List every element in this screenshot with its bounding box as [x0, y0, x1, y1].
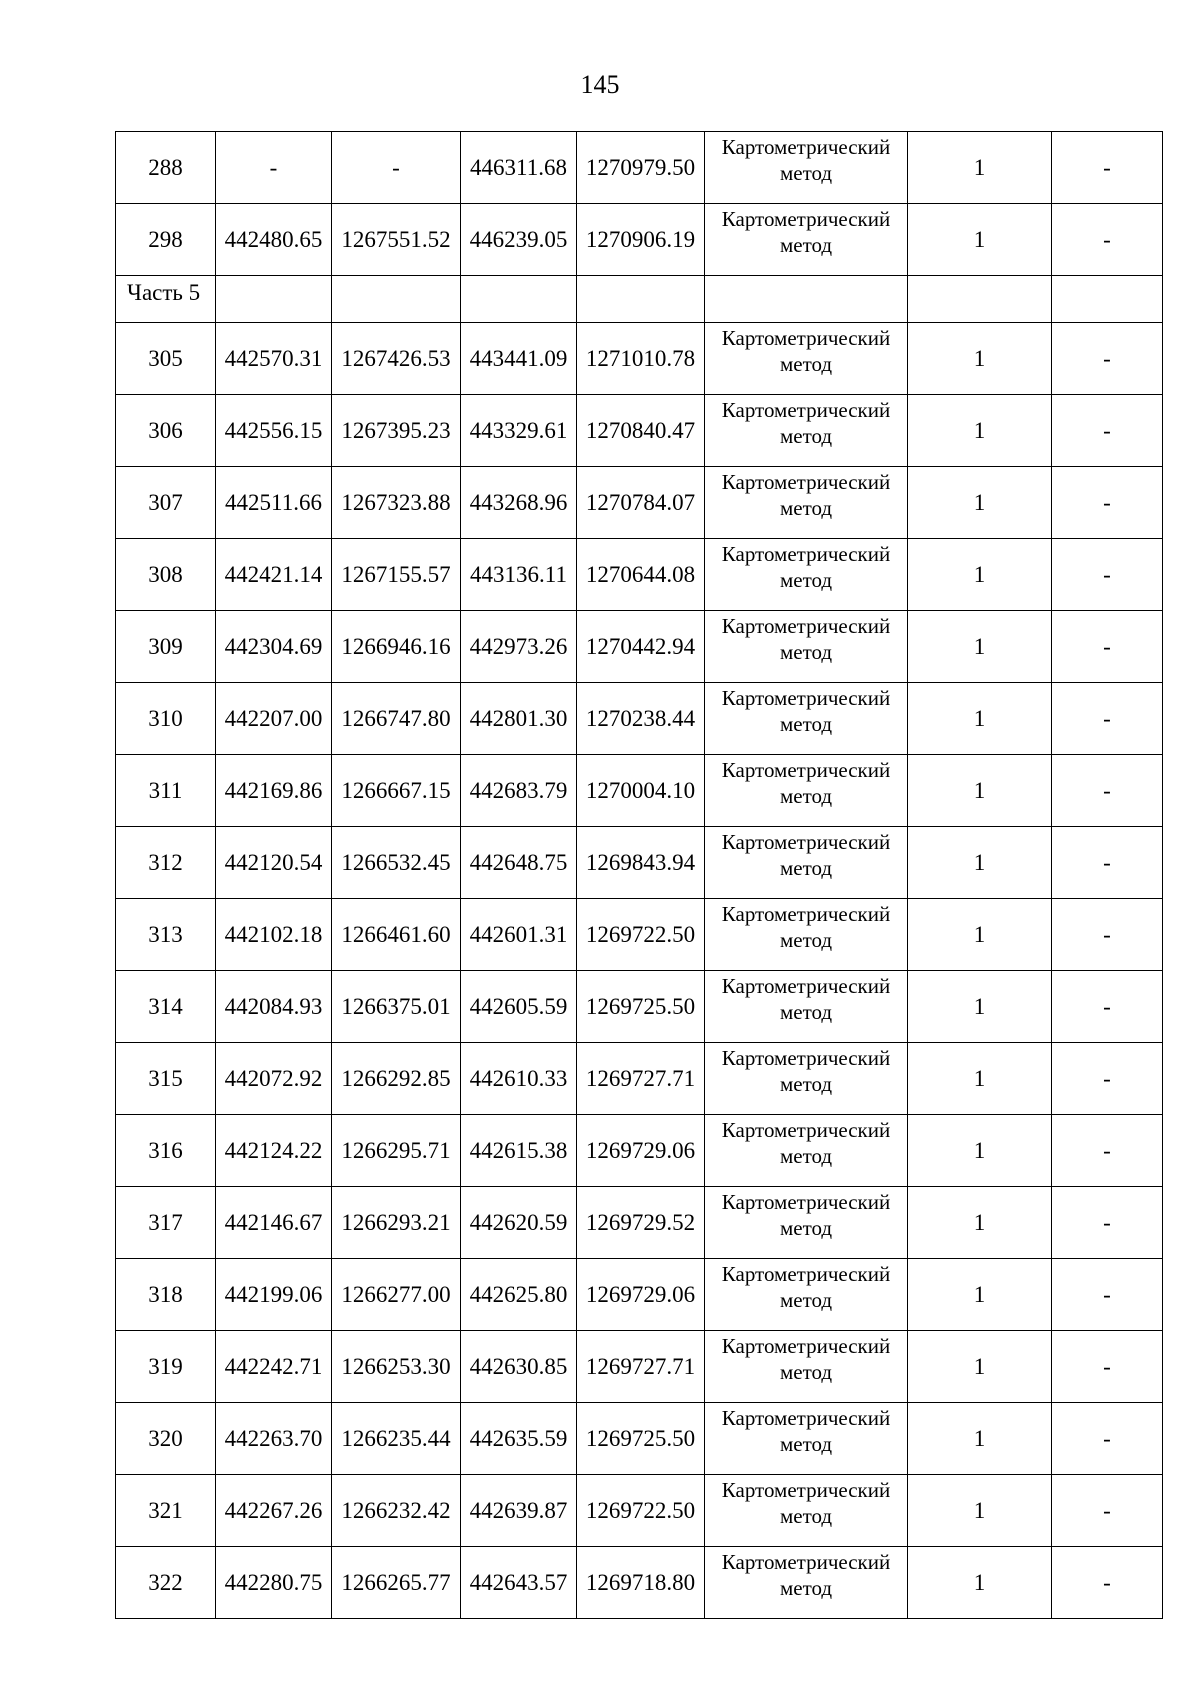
method-cell: [705, 1259, 908, 1331]
y-old-cell: 1266461.60: [332, 899, 461, 971]
y-new-cell: 1270979.50: [577, 132, 705, 204]
y-old-cell: 1266375.01: [332, 971, 461, 1043]
point-number-cell: 320: [116, 1403, 216, 1475]
accuracy-cell: 1: [908, 683, 1052, 755]
x-old-cell: -: [216, 132, 332, 204]
note-cell: -: [1052, 467, 1163, 539]
note-cell: -: [1052, 611, 1163, 683]
y-old-cell: 1266235.44: [332, 1403, 461, 1475]
y-new-cell: 1270004.10: [577, 755, 705, 827]
method-text-line1: Картометрический: [721, 1550, 891, 1574]
y-old-cell: 1266277.00: [332, 1259, 461, 1331]
table-row: [116, 395, 1163, 467]
method-text-line1: Картометрический: [721, 207, 891, 231]
point-number-cell: 321: [116, 1475, 216, 1547]
method-text-line1: Картометрический: [721, 135, 891, 159]
y-new-cell: 1269843.94: [577, 827, 705, 899]
method-text-line1: Картометрический: [721, 542, 891, 566]
point-number-cell: 307: [116, 467, 216, 539]
point-number-cell: 310: [116, 683, 216, 755]
y-old-cell: 1266265.77: [332, 1547, 461, 1619]
y-new-cell: 1270644.08: [577, 539, 705, 611]
x-old-cell: 442207.00: [216, 683, 332, 755]
y-new-cell: 1270840.47: [577, 395, 705, 467]
accuracy-cell: 1: [908, 755, 1052, 827]
method-text-line1: Картометрический: [721, 830, 891, 854]
x-new-cell: 443329.61: [461, 395, 577, 467]
x-new-cell: 442801.30: [461, 683, 577, 755]
method-text-line2: метод: [779, 496, 833, 520]
x-old-cell: 442263.70: [216, 1403, 332, 1475]
x-old-cell: 442480.65: [216, 204, 332, 276]
method-text-line2: метод: [779, 1576, 833, 1600]
method-text-line2: метод: [779, 233, 833, 257]
method-cell: [705, 1403, 908, 1475]
x-new-cell: 442610.33: [461, 1043, 577, 1115]
accuracy-cell: 1: [908, 1331, 1052, 1403]
point-number-cell: 322: [116, 1547, 216, 1619]
point-number-cell: 311: [116, 755, 216, 827]
y-old-cell: 1267551.52: [332, 204, 461, 276]
table-row: [116, 971, 1163, 1043]
table-row: [116, 899, 1163, 971]
point-number-cell: 306: [116, 395, 216, 467]
method-cell: [705, 1115, 908, 1187]
method-text-line2: метод: [779, 1360, 833, 1384]
method-cell: [705, 1547, 908, 1619]
accuracy-cell: 1: [908, 395, 1052, 467]
method-text-line1: Картометрический: [721, 326, 891, 350]
x-old-cell: 442072.92: [216, 1043, 332, 1115]
accuracy-cell: 1: [908, 827, 1052, 899]
accuracy-cell: 1: [908, 204, 1052, 276]
method-text-line2: метод: [779, 568, 833, 592]
y-new-cell: 1269729.06: [577, 1115, 705, 1187]
method-text-line2: метод: [779, 1144, 833, 1168]
note-cell: -: [1052, 323, 1163, 395]
y-old-cell: 1266747.80: [332, 683, 461, 755]
table-row: [116, 683, 1163, 755]
method-text-line2: метод: [779, 1216, 833, 1240]
x-old-cell: 442280.75: [216, 1547, 332, 1619]
point-number-cell: 308: [116, 539, 216, 611]
x-new-cell: 442635.59: [461, 1403, 577, 1475]
method-cell: [705, 467, 908, 539]
note-cell: -: [1052, 1331, 1163, 1403]
method-text-line2: метод: [779, 161, 833, 185]
note-cell: -: [1052, 1403, 1163, 1475]
empty-cell: [332, 276, 461, 323]
x-old-cell: 442199.06: [216, 1259, 332, 1331]
accuracy-cell: 1: [908, 1115, 1052, 1187]
method-text-line1: Картометрический: [721, 470, 891, 494]
y-new-cell: 1271010.78: [577, 323, 705, 395]
x-old-cell: 442556.15: [216, 395, 332, 467]
accuracy-cell: 1: [908, 1187, 1052, 1259]
method-text-line1: Картометрический: [721, 758, 891, 782]
y-new-cell: 1269722.50: [577, 899, 705, 971]
empty-cell: [577, 276, 705, 323]
x-new-cell: 446311.68: [461, 132, 577, 204]
x-old-cell: 442421.14: [216, 539, 332, 611]
note-cell: -: [1052, 1187, 1163, 1259]
y-new-cell: 1269727.71: [577, 1331, 705, 1403]
note-cell: -: [1052, 683, 1163, 755]
x-new-cell: 442648.75: [461, 827, 577, 899]
y-new-cell: 1269725.50: [577, 971, 705, 1043]
accuracy-cell: 1: [908, 467, 1052, 539]
method-text-line1: Картометрический: [721, 902, 891, 926]
table-row: [116, 827, 1163, 899]
accuracy-cell: 1: [908, 971, 1052, 1043]
accuracy-cell: 1: [908, 1259, 1052, 1331]
x-old-cell: 442570.31: [216, 323, 332, 395]
y-old-cell: -: [332, 132, 461, 204]
point-number-cell: 305: [116, 323, 216, 395]
method-cell: [705, 204, 908, 276]
y-old-cell: 1266253.30: [332, 1331, 461, 1403]
y-new-cell: 1269727.71: [577, 1043, 705, 1115]
table-row: [116, 132, 1163, 204]
table-row: [116, 1187, 1163, 1259]
note-cell: -: [1052, 971, 1163, 1043]
table-row: [116, 755, 1163, 827]
method-text-line2: метод: [779, 424, 833, 448]
point-number-cell: 317: [116, 1187, 216, 1259]
note-cell: -: [1052, 132, 1163, 204]
x-old-cell: 442242.71: [216, 1331, 332, 1403]
method-text-line1: Картометрический: [721, 1046, 891, 1070]
y-new-cell: 1270906.19: [577, 204, 705, 276]
note-cell: -: [1052, 1115, 1163, 1187]
section-label: Часть 5: [116, 276, 216, 323]
point-number-cell: 318: [116, 1259, 216, 1331]
method-text-line2: метод: [779, 352, 833, 376]
empty-cell: [461, 276, 577, 323]
y-old-cell: 1266946.16: [332, 611, 461, 683]
accuracy-cell: 1: [908, 1547, 1052, 1619]
y-new-cell: 1270238.44: [577, 683, 705, 755]
method-text-line1: Картометрический: [721, 1406, 891, 1430]
x-new-cell: 442683.79: [461, 755, 577, 827]
method-text-line2: метод: [779, 784, 833, 808]
y-old-cell: 1267323.88: [332, 467, 461, 539]
point-number-cell: 288: [116, 132, 216, 204]
x-new-cell: 442630.85: [461, 1331, 577, 1403]
y-old-cell: 1266295.71: [332, 1115, 461, 1187]
empty-cell: [216, 276, 332, 323]
y-old-cell: 1266292.85: [332, 1043, 461, 1115]
note-cell: -: [1052, 755, 1163, 827]
point-number-cell: 298: [116, 204, 216, 276]
y-old-cell: 1267155.57: [332, 539, 461, 611]
x-new-cell: 443136.11: [461, 539, 577, 611]
x-new-cell: 442605.59: [461, 971, 577, 1043]
y-old-cell: 1267395.23: [332, 395, 461, 467]
table-row: [116, 1475, 1163, 1547]
x-old-cell: 442120.54: [216, 827, 332, 899]
method-text-line1: Картометрический: [721, 1262, 891, 1286]
note-cell: -: [1052, 1043, 1163, 1115]
table-body: [116, 132, 1163, 1619]
x-old-cell: 442267.26: [216, 1475, 332, 1547]
table-row: [116, 467, 1163, 539]
accuracy-cell: 1: [908, 539, 1052, 611]
note-cell: -: [1052, 204, 1163, 276]
y-old-cell: 1266667.15: [332, 755, 461, 827]
method-cell: [705, 1187, 908, 1259]
y-old-cell: 1266532.45: [332, 827, 461, 899]
x-new-cell: 443268.96: [461, 467, 577, 539]
point-number-cell: 316: [116, 1115, 216, 1187]
x-old-cell: 442169.86: [216, 755, 332, 827]
point-number-cell: 314: [116, 971, 216, 1043]
method-text-line1: Картометрический: [721, 1334, 891, 1358]
method-text-line1: Картометрический: [721, 1478, 891, 1502]
note-cell: -: [1052, 1259, 1163, 1331]
accuracy-cell: 1: [908, 1043, 1052, 1115]
point-number-cell: 309: [116, 611, 216, 683]
table-row: [116, 1043, 1163, 1115]
method-cell: [705, 1331, 908, 1403]
table-row: [116, 1115, 1163, 1187]
table-row: [116, 1547, 1163, 1619]
x-old-cell: 442124.22: [216, 1115, 332, 1187]
x-new-cell: 443441.09: [461, 323, 577, 395]
method-cell: [705, 827, 908, 899]
note-cell: -: [1052, 827, 1163, 899]
method-cell: [705, 683, 908, 755]
note-cell: -: [1052, 395, 1163, 467]
note-cell: -: [1052, 1475, 1163, 1547]
page-number: 145: [580, 70, 620, 99]
method-text-line1: Картометрический: [721, 1118, 891, 1142]
method-text-line1: Картометрический: [721, 974, 891, 998]
y-new-cell: 1269729.52: [577, 1187, 705, 1259]
x-new-cell: 442620.59: [461, 1187, 577, 1259]
method-text-line1: Картометрический: [721, 398, 891, 422]
y-new-cell: 1269722.50: [577, 1475, 705, 1547]
method-text-line2: метод: [779, 1072, 833, 1096]
method-cell: [705, 323, 908, 395]
y-new-cell: 1269729.06: [577, 1259, 705, 1331]
note-cell: -: [1052, 1547, 1163, 1619]
y-new-cell: 1269718.80: [577, 1547, 705, 1619]
x-new-cell: 442601.31: [461, 899, 577, 971]
method-text-line2: метод: [779, 712, 833, 736]
table-row: [116, 611, 1163, 683]
method-text-line2: метод: [779, 1288, 833, 1312]
x-new-cell: 442973.26: [461, 611, 577, 683]
method-cell: [705, 971, 908, 1043]
y-old-cell: 1267426.53: [332, 323, 461, 395]
accuracy-cell: 1: [908, 899, 1052, 971]
empty-cell: [908, 276, 1052, 323]
method-text-line1: Картометрический: [721, 1190, 891, 1214]
x-new-cell: 442643.57: [461, 1547, 577, 1619]
method-text-line2: метод: [779, 1000, 833, 1024]
section-row: [116, 276, 1163, 323]
note-cell: -: [1052, 539, 1163, 611]
x-new-cell: 446239.05: [461, 204, 577, 276]
x-new-cell: 442625.80: [461, 1259, 577, 1331]
y-old-cell: 1266232.42: [332, 1475, 461, 1547]
accuracy-cell: 1: [908, 323, 1052, 395]
method-cell: [705, 1475, 908, 1547]
x-old-cell: 442146.67: [216, 1187, 332, 1259]
accuracy-cell: 1: [908, 611, 1052, 683]
method-text-line2: метод: [779, 640, 833, 664]
x-old-cell: 442102.18: [216, 899, 332, 971]
point-number-cell: 313: [116, 899, 216, 971]
x-old-cell: 442084.93: [216, 971, 332, 1043]
table-row: [116, 1331, 1163, 1403]
empty-cell: [705, 276, 908, 323]
note-cell: -: [1052, 899, 1163, 971]
y-new-cell: 1270784.07: [577, 467, 705, 539]
accuracy-cell: 1: [908, 1403, 1052, 1475]
method-text-line2: метод: [779, 856, 833, 880]
x-old-cell: 442511.66: [216, 467, 332, 539]
y-new-cell: 1269725.50: [577, 1403, 705, 1475]
method-cell: [705, 611, 908, 683]
table-row: [116, 539, 1163, 611]
point-number-cell: 312: [116, 827, 216, 899]
y-old-cell: 1266293.21: [332, 1187, 461, 1259]
method-text-line2: метод: [779, 1432, 833, 1456]
point-number-cell: 319: [116, 1331, 216, 1403]
table-row: [116, 1403, 1163, 1475]
table-row: [116, 323, 1163, 395]
method-cell: [705, 132, 908, 204]
y-new-cell: 1270442.94: [577, 611, 705, 683]
method-text-line1: Картометрический: [721, 614, 891, 638]
method-text-line2: метод: [779, 928, 833, 952]
method-cell: [705, 755, 908, 827]
method-text-line1: Картометрический: [721, 686, 891, 710]
table-row: [116, 1259, 1163, 1331]
method-cell: [705, 1043, 908, 1115]
accuracy-cell: 1: [908, 132, 1052, 204]
point-number-cell: 315: [116, 1043, 216, 1115]
table-row: [116, 204, 1163, 276]
empty-cell: [1052, 276, 1163, 323]
x-new-cell: 442615.38: [461, 1115, 577, 1187]
method-cell: [705, 539, 908, 611]
coordinates-table: [115, 131, 1163, 1619]
accuracy-cell: 1: [908, 1475, 1052, 1547]
method-cell: [705, 899, 908, 971]
method-cell: [705, 395, 908, 467]
method-text-line2: метод: [779, 1504, 833, 1528]
x-old-cell: 442304.69: [216, 611, 332, 683]
x-new-cell: 442639.87: [461, 1475, 577, 1547]
